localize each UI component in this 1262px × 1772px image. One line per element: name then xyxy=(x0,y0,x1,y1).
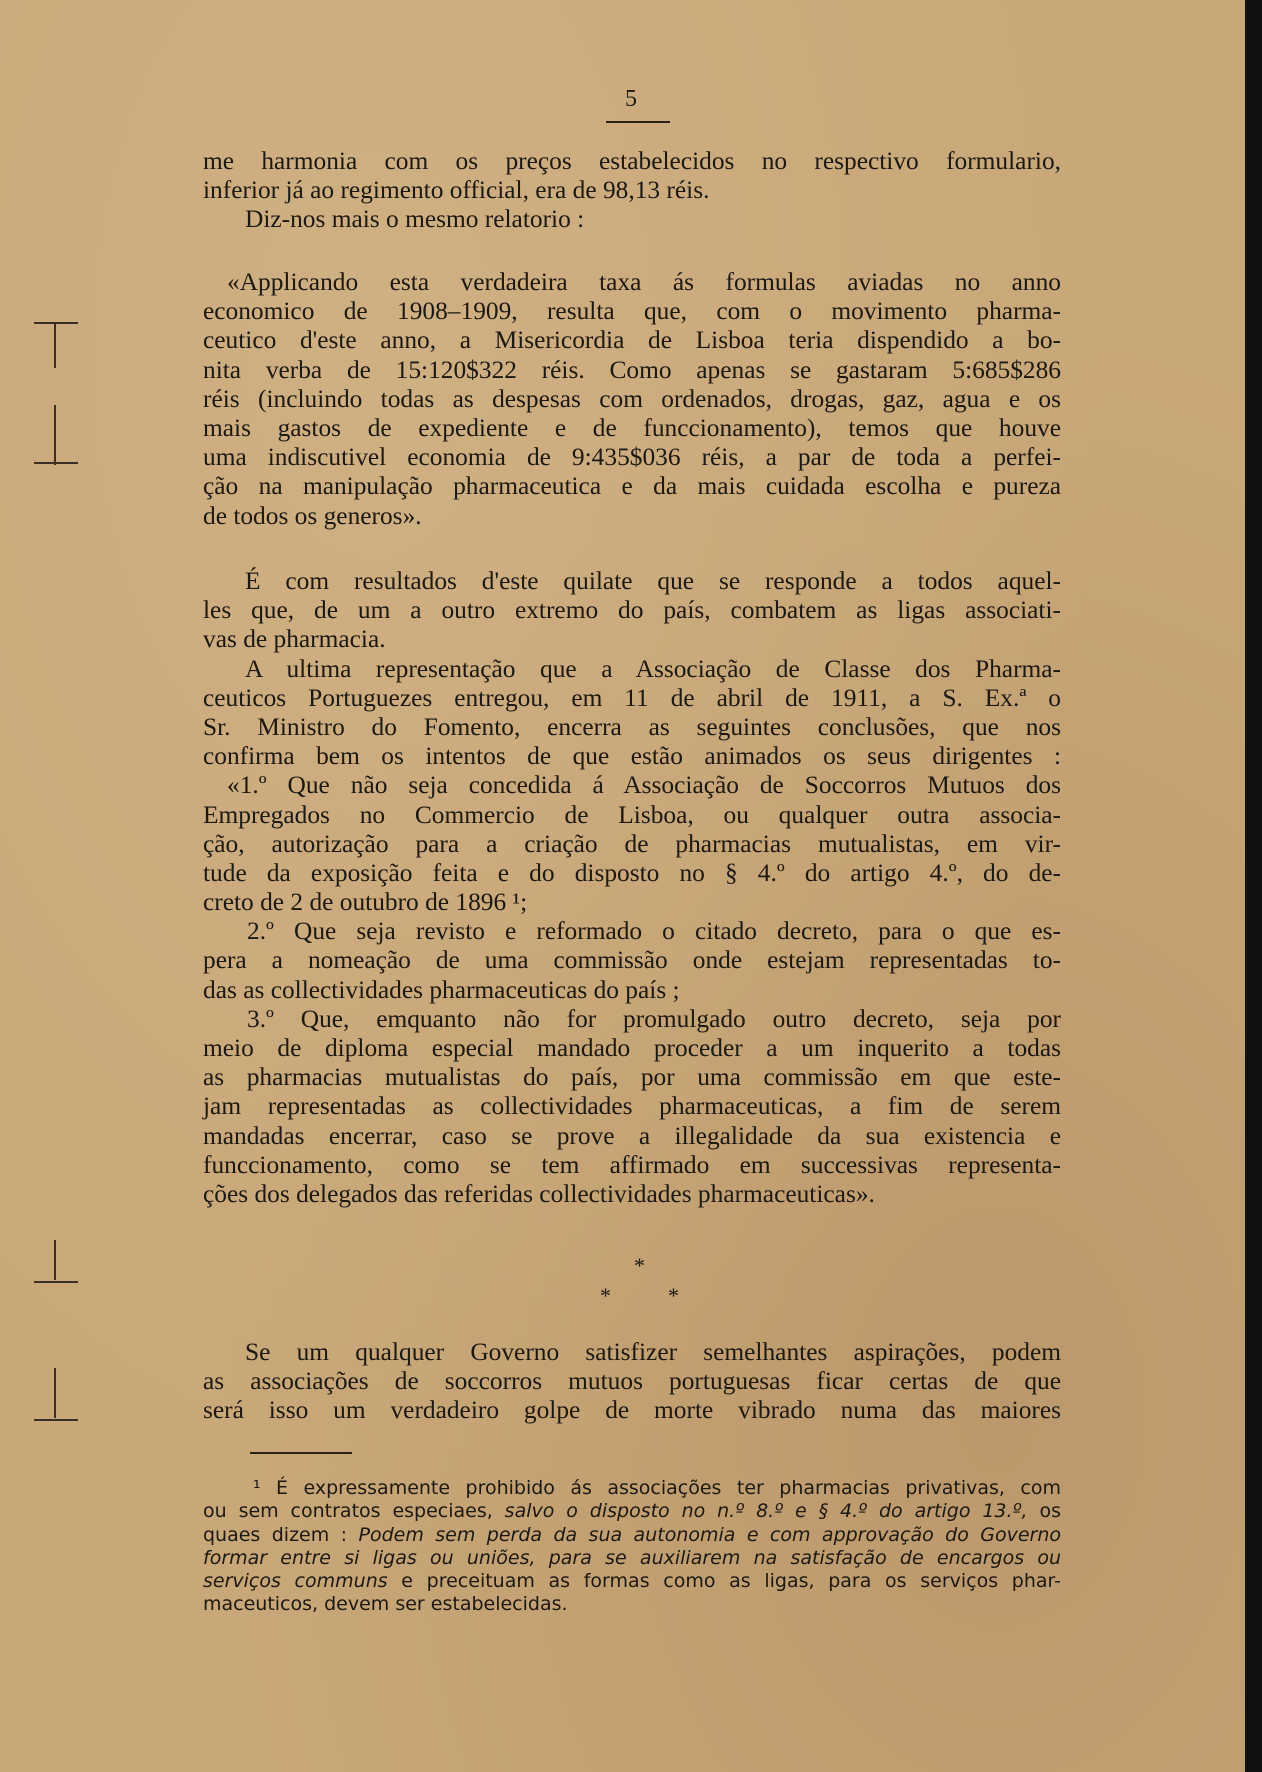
text-line: uma indiscutivel economia de 9:435$036 réis, a par de toda a perfei- xyxy=(203,443,1061,472)
page-number: 5 xyxy=(625,86,637,112)
footnote-italic: serviços communs xyxy=(203,1570,388,1593)
text-line: les que, de um a outro extremo do país, combatem as ligas associati- xyxy=(203,596,1061,625)
asterisk: * xyxy=(668,1283,679,1308)
text-line: ção, autorização para a criação de pharmacias mutualistas, em vir- xyxy=(203,829,1061,858)
margin-mark xyxy=(54,405,56,465)
margin-mark xyxy=(54,1240,56,1280)
footnote-text: quaes dizem : xyxy=(203,1523,359,1546)
footnote-line xyxy=(203,1570,1061,1593)
text-line: pera a nomeação de uma commissão onde estejam representadas to- xyxy=(203,946,1061,975)
text-line: meio de diploma especial mandado proceder a um inquerito a todas xyxy=(203,1034,1061,1062)
margin-mark xyxy=(34,322,78,324)
text-line: «Applicando esta verdadeira taxa ás formulas aviadas no anno xyxy=(227,268,1061,296)
text-line: mandadas encerrar, caso se prove a illegalidade da sua existencia e xyxy=(203,1121,1061,1150)
asterisk: * xyxy=(634,1253,645,1278)
text-line: será isso um verdadeiro golpe de morte vibrado numa das maiores xyxy=(203,1396,1061,1425)
text-line: tude da exposição feita e do disposto no § 4.º do artigo 4.º, do de- xyxy=(203,858,1061,887)
text-line: ções dos delegados das referidas collectividades pharmaceuticas». xyxy=(203,1179,875,1208)
footnote-line xyxy=(203,1524,1061,1547)
text-line: ção na manipulação pharmaceutica e da mais cuidada escolha e pureza xyxy=(203,472,1061,501)
margin-mark xyxy=(54,1368,56,1418)
footnote-line: maceuticos, devem ser estabelecidas. xyxy=(203,1593,568,1616)
text-line: Sr. Ministro do Fomento, encerra as seguintes conclusões, que nos xyxy=(203,712,1061,741)
margin-mark xyxy=(34,1281,78,1283)
body-text xyxy=(203,567,1061,1209)
text-line: A ultima representação que a Associação de Classe dos Pharma- xyxy=(245,654,1061,683)
text-line: 2.º Que seja revisto e reformado o citado decreto, para o que es- xyxy=(247,917,1061,946)
asterisk: * xyxy=(600,1283,611,1308)
text-line: confirma bem os intentos de que estão animados os seus dirigentes : xyxy=(203,742,1061,771)
text-line: economico de 1908–1909, resulta que, com o movimento pharma- xyxy=(203,297,1061,326)
paragraph-5 xyxy=(203,1338,1061,1426)
text-line: das as collectividades pharmaceuticas do país ; xyxy=(203,975,680,1004)
page-number-rule xyxy=(606,121,670,123)
text-line: ceuticos Portuguezes entregou, em 11 de abril de 1911, a S. Ex.ª o xyxy=(203,683,1061,712)
text-line: mais gastos de expediente e de funccionamento), temos que houve xyxy=(203,413,1061,442)
footnote-line: formar entre si ligas ou uniões, para se auxiliarem na satisfação de encargos ou xyxy=(203,1546,1061,1569)
scan-edge xyxy=(1245,0,1262,1772)
text-line: ceutico d'este anno, a Misericordia de Lisboa teria dispendido a bo- xyxy=(203,326,1061,355)
footnote xyxy=(203,1477,1061,1617)
footnote-italic: Podem sem perda da sua autonomia e com approvação do Governo xyxy=(358,1523,1061,1546)
text-line: Diz-nos mais o mesmo relatorio : xyxy=(245,205,585,234)
text-line: inferior já ao regimento official, era de 98,13 réis. xyxy=(203,176,710,205)
footnote-rule xyxy=(250,1452,352,1454)
text-line: 3.º Que, emquanto não for promulgado outro decreto, seja por xyxy=(247,1004,1061,1033)
footnote-line xyxy=(203,1500,1061,1523)
footnote-text: os xyxy=(1027,1500,1061,1523)
text-line: de todos os generos». xyxy=(203,501,422,530)
footnote-line: ¹ É expressamente prohibido ás associações ter pharmacias privativas, com xyxy=(253,1477,1061,1499)
text-line: jam representadas as collectividades pharmaceuticas, a fim de serem xyxy=(203,1092,1061,1121)
text-line: me harmonia com os preços estabelecidos no respectivo formulario, xyxy=(203,147,1061,175)
text-line: Empregados no Commercio de Lisboa, ou qualquer outra associa- xyxy=(203,800,1061,829)
margin-mark xyxy=(54,322,56,368)
text-line: as associações de soccorros mutuos portuguesas ficar certas de que xyxy=(203,1367,1061,1396)
quote-block xyxy=(203,268,1061,531)
text-line: réis (incluindo todas as despesas com ordenados, drogas, gaz, agua e os xyxy=(203,384,1061,413)
text-line: Se um qualquer Governo satisfizer semelhantes aspirações, podem xyxy=(245,1338,1061,1366)
paragraph-1 xyxy=(203,147,1061,235)
text-line: creto de 2 de outubro de 1896 ¹; xyxy=(203,888,528,917)
footnote-text: e preceituam as formas como as ligas, para os serviços phar- xyxy=(387,1570,1061,1593)
footnote-text: ou sem contratos especiaes, xyxy=(203,1500,505,1523)
text-line: as pharmacias mutualistas do país, por uma commissão em que este- xyxy=(203,1063,1061,1092)
margin-mark xyxy=(34,1419,78,1421)
text-line: vas de pharmacia. xyxy=(203,625,386,654)
text-line: funccionamento, como se tem affirmado em successivas representa- xyxy=(203,1150,1061,1179)
text-line: É com resultados d'este quilate que se responde a todos aquel- xyxy=(245,567,1061,595)
footnote-italic: salvo o disposto no n.º 8.º e § 4.º do artigo 13.º, xyxy=(504,1500,1028,1523)
text-line: nita verba de 15:120$322 réis. Como apenas se gastaram 5:685$286 xyxy=(203,355,1061,384)
text-line: «1.º Que não seja concedida á Associação de Soccorros Mutuos dos xyxy=(227,771,1061,800)
margin-mark xyxy=(34,462,78,464)
